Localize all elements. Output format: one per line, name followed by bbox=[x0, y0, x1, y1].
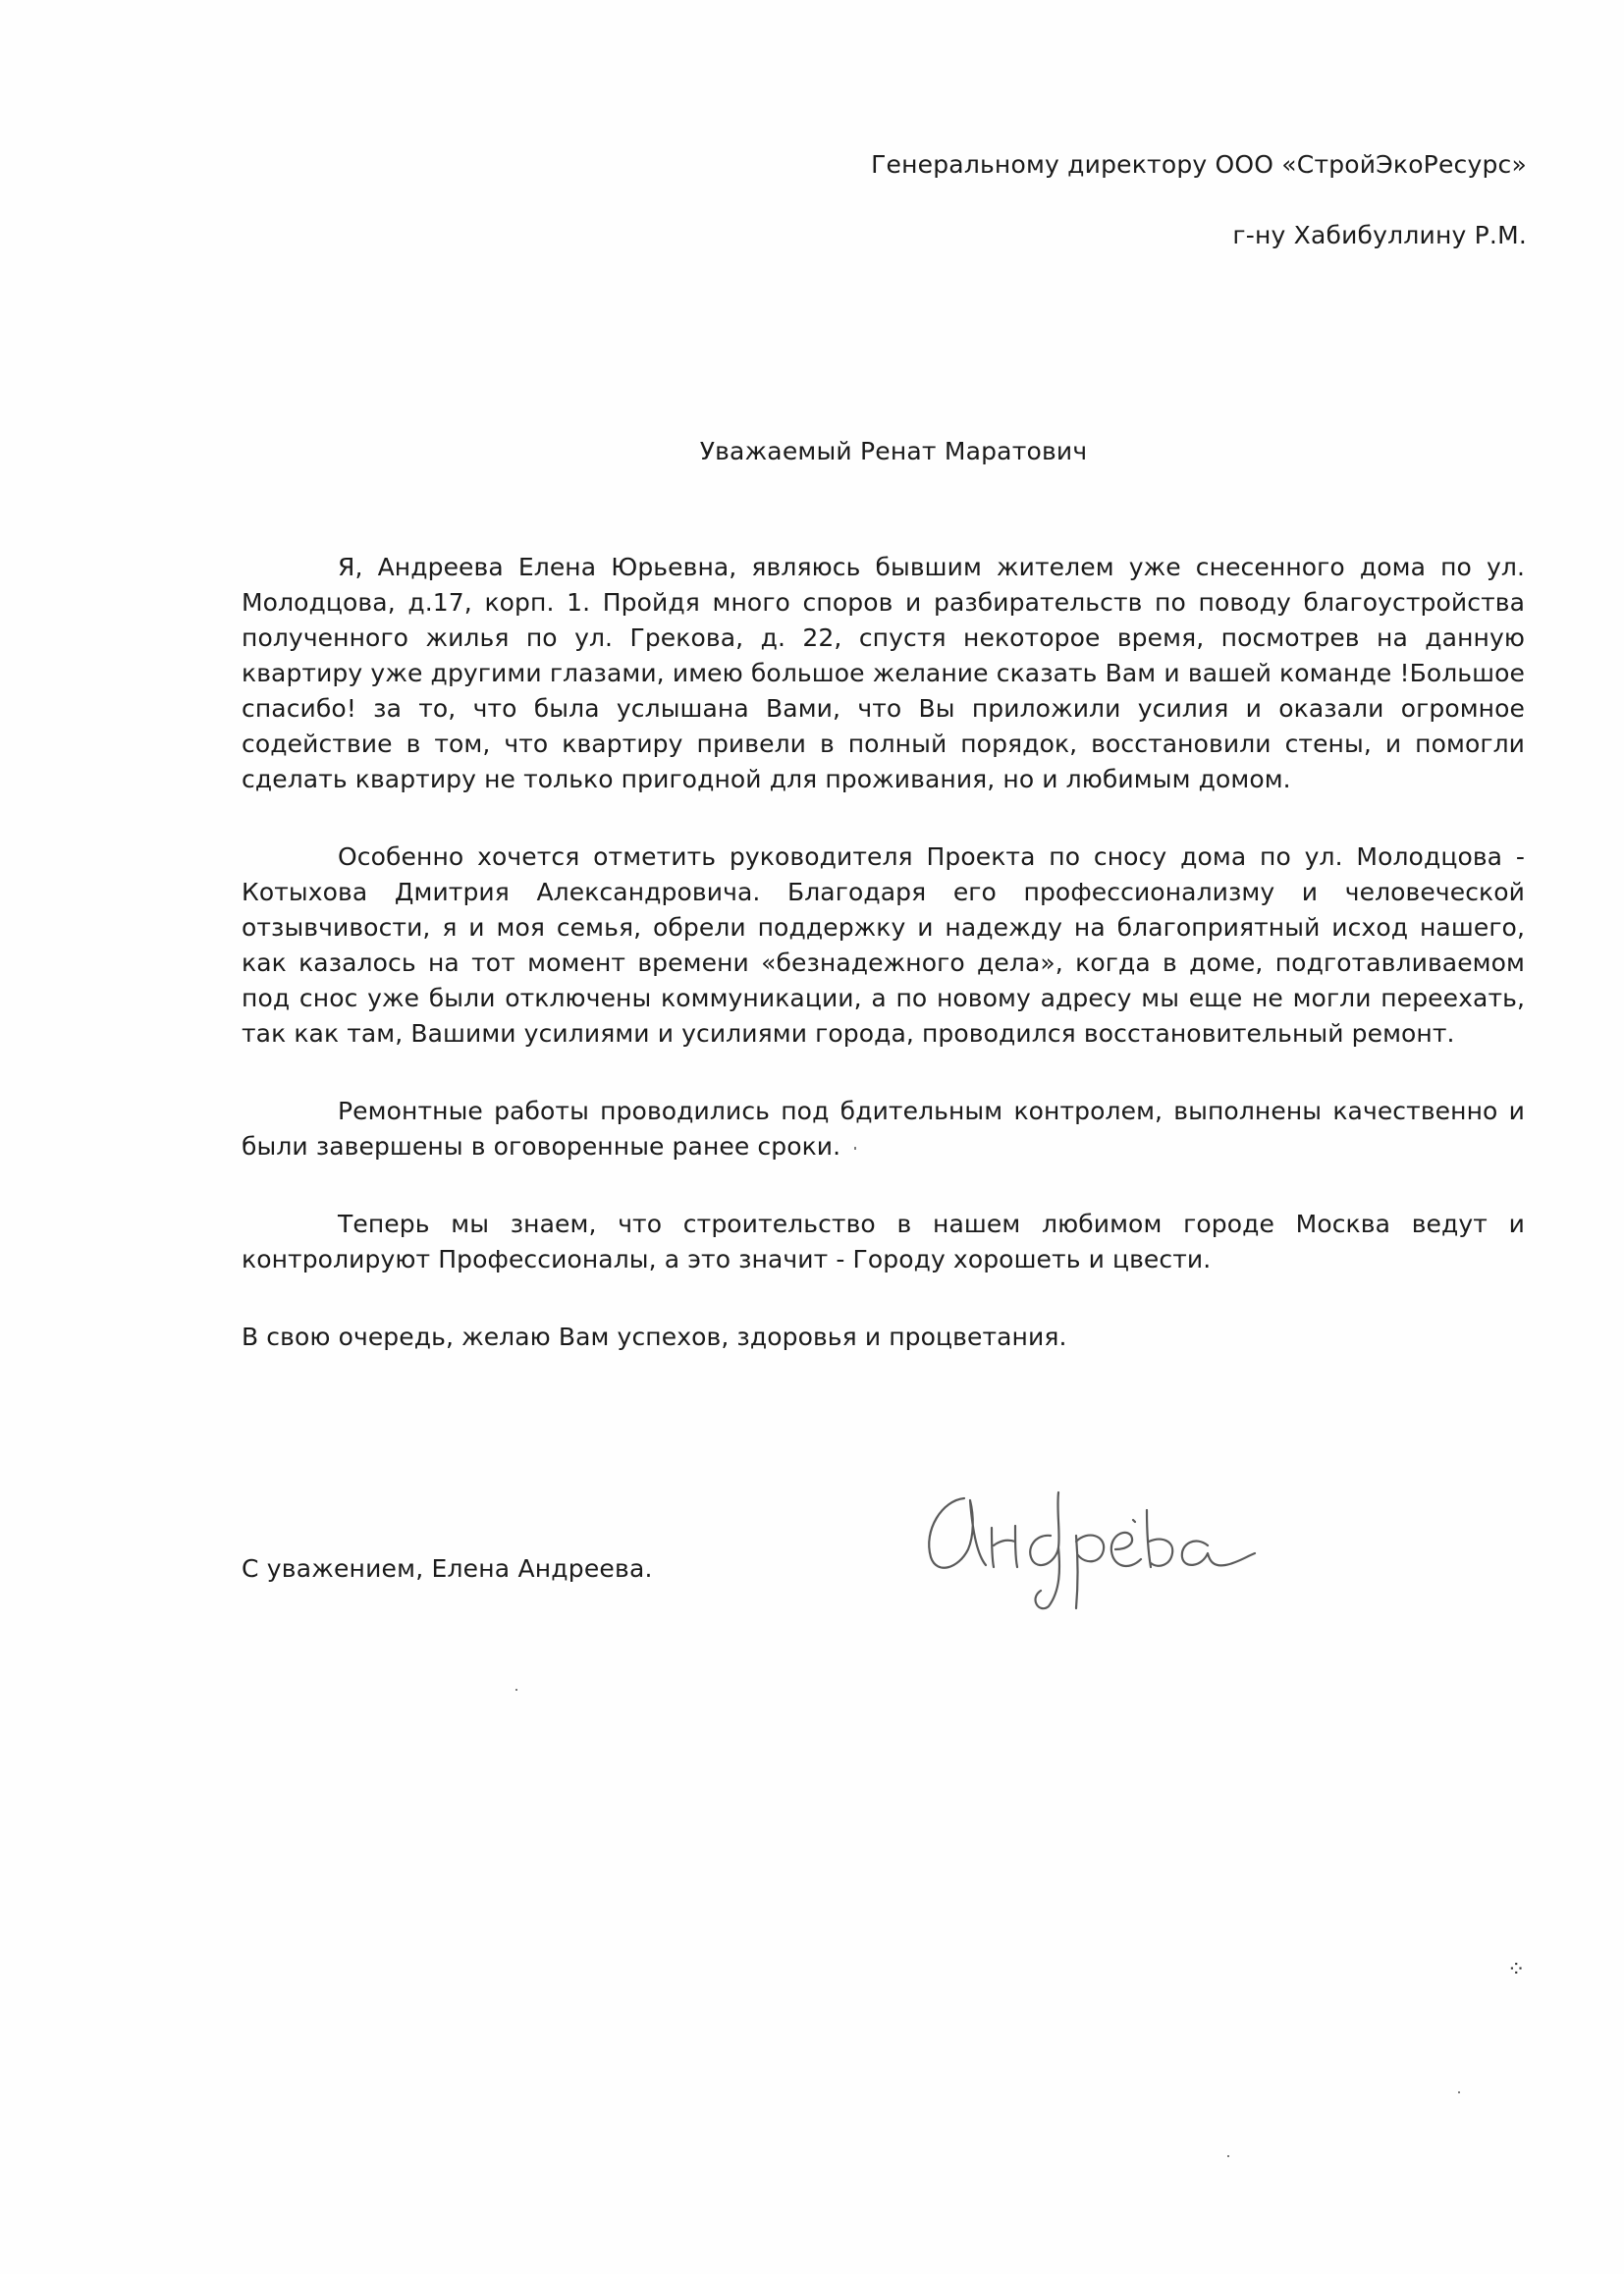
paragraph-3: Ремонтные работы проводились под бдительным контролем, выполнены качественно и были завершены в оговоренные ранее сроки. bbox=[242, 1097, 1525, 1161]
scan-speck bbox=[1458, 2091, 1460, 2093]
letter-body bbox=[242, 550, 1525, 1397]
addressee-block bbox=[871, 149, 1527, 251]
scan-speck bbox=[854, 1147, 856, 1150]
handwritten-signature bbox=[913, 1451, 1286, 1618]
paragraph-4: Теперь мы знаем, что строительство в нашем любимом городе Москва ведут и контролируют Профессионалы, а это значит - Городу хорошеть и цвести. bbox=[242, 1210, 1525, 1273]
closing-wish: В свою очередь, желаю Вам успехов, здоровья и процветания. bbox=[242, 1323, 1067, 1351]
addressee-position: Генеральному директору ООО «СтройЭкоРесурс» bbox=[871, 150, 1527, 179]
scan-speck bbox=[1227, 2155, 1229, 2157]
signoff: С уважением, Елена Андреева. bbox=[242, 1554, 653, 1583]
paragraph-2: Особенно хочется отметить руководителя Проекта по сносу дома по ул. Молодцова - Котыхова Дмитрия Александровича. Благодаря его профессионализму и человеческой отзывчивости, я и моя семья, обрели поддержку и надежду на благоприятный исход нашего, как казалось на тот момент времени «безнадежного дела», когда в доме, подготавливаемом под снос уже были отключены коммуникации, а по новому адресу мы еще не могли переехать, так как там, Вашими усилиями и усилиями города, проводился восстановительный ремонт. bbox=[242, 842, 1525, 1048]
addressee-name: г-ну Хабибуллину Р.М. bbox=[1232, 221, 1527, 249]
salutation: Уважаемый Ренат Маратович bbox=[699, 437, 1088, 465]
scan-artifact-icon: ⁘ bbox=[1507, 1958, 1526, 1982]
scan-speck bbox=[515, 1689, 517, 1691]
paragraph-1: Я, Андреева Елена Юрьевна, являюсь бывшим жителем уже снесенного дома по ул. Молодцова, д.17, корп. 1. Пройдя много споров и разбирательств по поводу благоустройства полученного жилья по ул. Грекова, д. 22, спустя некоторое время, посмотрев на данную квартиру уже другими глазами, имею большое желание сказать Вам и вашей команде !Большое спасибо! за то, что была услышана Вами, что Вы приложили усилия и оказали огромное содействие в том, что квартиру привели в полный порядок, восстановили стены, и помогли сделать квартиру не только пригодной для проживания, но и любимым домом. bbox=[242, 553, 1525, 793]
